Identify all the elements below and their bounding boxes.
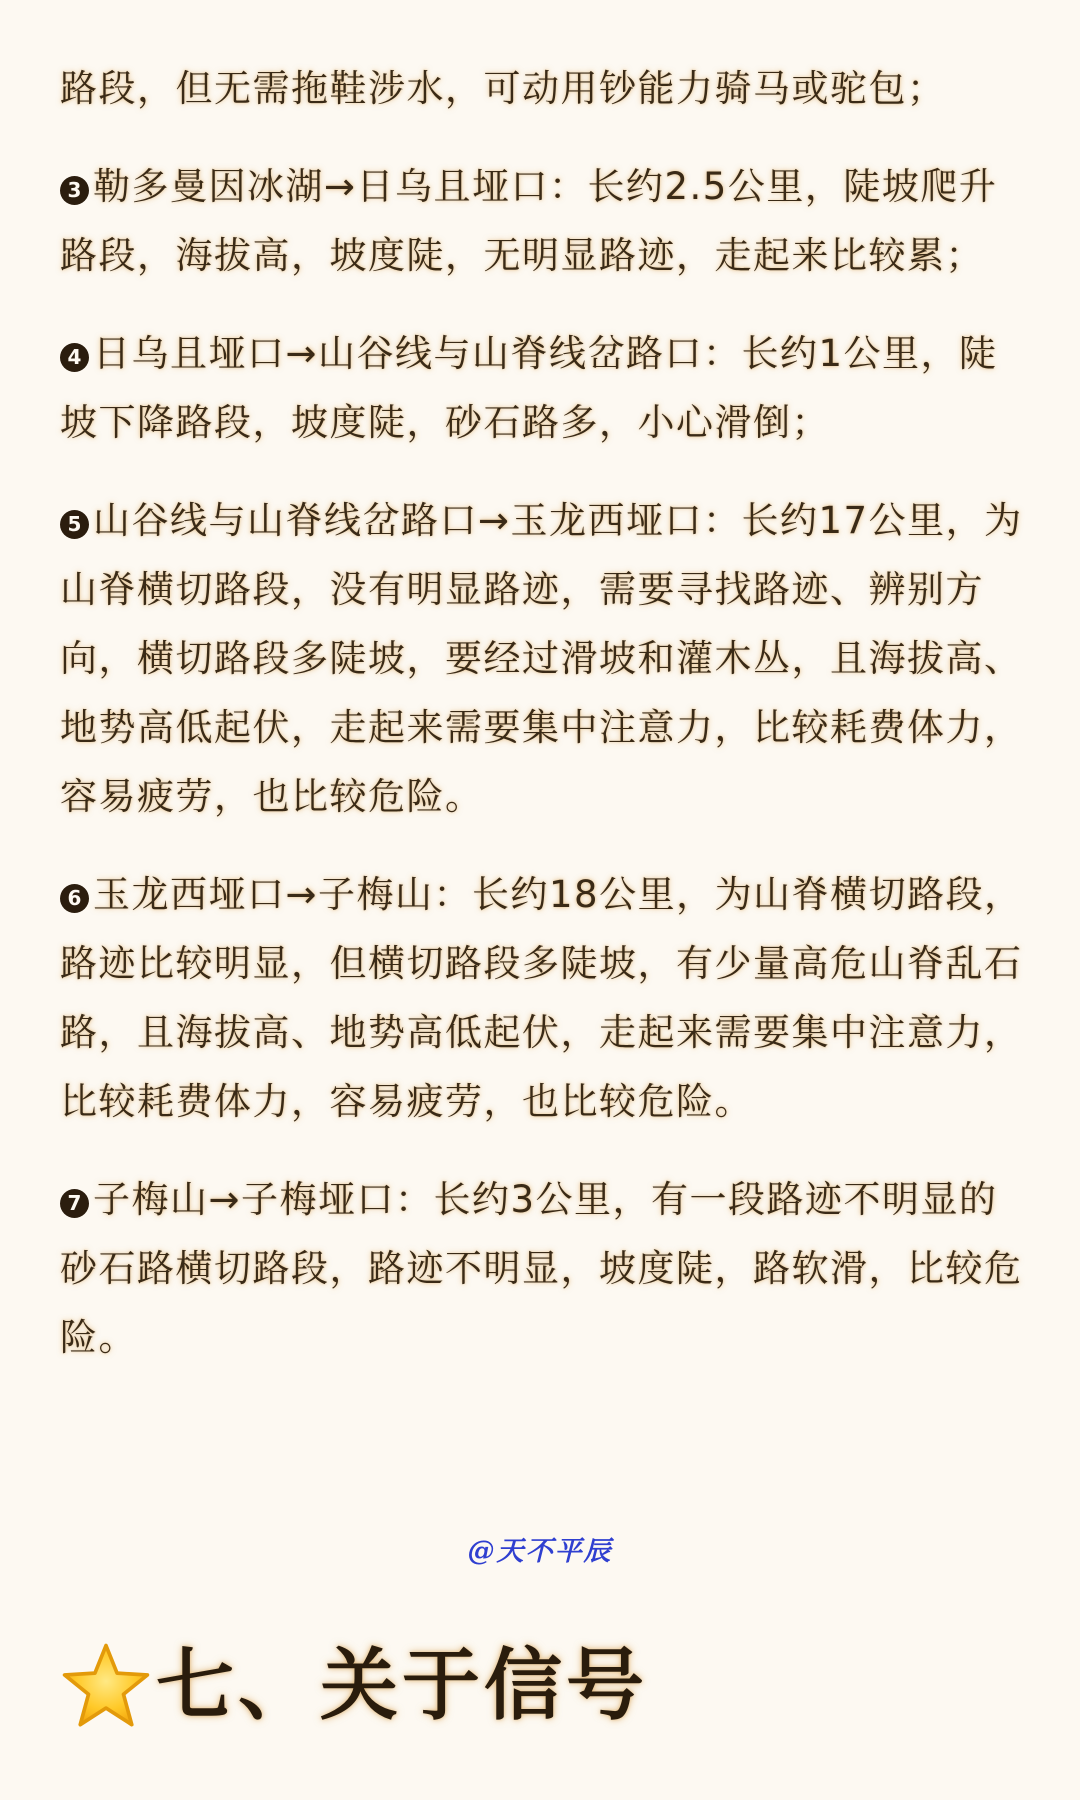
paragraph-text: 玉龙西垭口→子梅山：长约18公里，为山脊横切路段，路迹比较明显，但横切路段多陡坡，有少量高危山脊乱石路，且海拔高、地势高低起伏，走起来需要集中注意力，比较耗费体力，容易疲劳，也比较危险。 [60, 873, 1023, 1123]
paragraph-route-7 [60, 1165, 1025, 1372]
paragraph-text: 勒多曼因冰湖→日乌且垭口：长约2.5公里，陡坡爬升路段，海拔高，坡度陡，无明显路迹，走起来比较累； [60, 165, 998, 277]
section-heading-title: 七、关于信号 [156, 1641, 649, 1731]
paragraph-text: 子梅山→子梅垭口：长约3公里，有一段路迹不明显的砂石路横切路段，路迹不明显，坡度陡，路软滑，比较危险。 [60, 1178, 1023, 1359]
section-heading [60, 1640, 648, 1732]
number-5-icon: 5 [60, 510, 89, 539]
paragraph-route-continued [60, 54, 1025, 123]
paragraph-route-4 [60, 319, 1025, 457]
author-watermark: @天不平辰 [467, 1536, 613, 1567]
paragraph-text: 路段，但无需拖鞋涉水，可动用钞能力骑马或驼包； [60, 67, 946, 110]
paragraph-route-3 [60, 152, 1025, 290]
paragraph-route-6 [60, 860, 1025, 1136]
paragraph-text: 日乌且垭口→山谷线与山脊线岔路口：长约1公里，陡坡下降路段，坡度陡，砂石路多，小心滑倒； [60, 332, 998, 444]
number-7-icon: 7 [60, 1189, 89, 1218]
star-icon [60, 1640, 152, 1732]
paragraph-route-5 [60, 486, 1025, 831]
number-4-icon: 4 [60, 343, 89, 372]
article-body [60, 54, 1025, 1372]
paragraph-text: 山谷线与山脊线岔路口→玉龙西垭口：长约17公里，为山脊横切路段，没有明显路迹，需要寻找路迹、辨别方向，横切路段多陡坡，要经过滑坡和灌木丛，且海拔高、地势高低起伏，走起来需要集中注意力，比较耗费体力，容易疲劳，也比较危险。 [60, 499, 1023, 818]
number-6-icon: 6 [60, 884, 89, 913]
number-3-icon: 3 [60, 176, 89, 205]
